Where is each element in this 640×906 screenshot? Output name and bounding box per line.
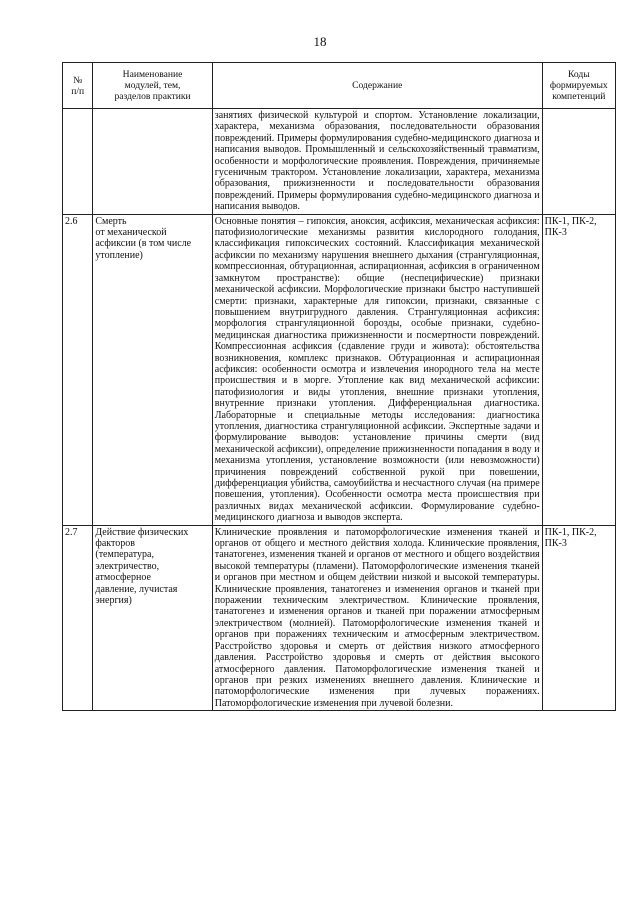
header-num-line: № bbox=[73, 74, 83, 86]
row-module bbox=[93, 109, 212, 215]
row-content: занятиях физической культурой и спортом. Установление локализации, характера, механизма образования, последовательности образования повреждений. Примеры формулирования судебно-медицинского диагноза и написания выводов. Промышленный и сельскохозяйственный травматизм, особенности и морфологические проявления. Повреждения, причиняемые гусеничным трактором. Установление локализации, характера, механизма образования, прижизненности и последовательности образования повреждений. Примеры формулирования судебно-медицинского диагноза и написания выводов. bbox=[212, 109, 542, 215]
table-row bbox=[63, 214, 616, 525]
header-codes-line: Коды bbox=[567, 69, 590, 80]
header-codes-line: компетенций bbox=[552, 91, 606, 102]
row-module-line: от механической bbox=[95, 227, 167, 239]
page-number: 18 bbox=[313, 34, 327, 49]
header-num-line: п/п bbox=[71, 85, 85, 97]
row-number: 2.7 bbox=[63, 525, 93, 711]
header-module-line: модулей, тем, bbox=[124, 80, 181, 91]
curriculum-table bbox=[62, 62, 616, 711]
row-codes: ПК-1, ПК-2, ПК-3 bbox=[542, 525, 615, 711]
table-header-row bbox=[63, 63, 616, 109]
row-module-line: утопление) bbox=[95, 249, 143, 261]
row-module-line: факторов bbox=[95, 538, 135, 550]
row-number: 2.6 bbox=[63, 214, 93, 525]
row-module-line: энергия) bbox=[95, 595, 132, 607]
header-module-line: Наименование bbox=[122, 69, 183, 80]
row-module-line: Смерть bbox=[95, 215, 127, 227]
table-row bbox=[63, 109, 616, 215]
header-content-label: Содержание bbox=[352, 80, 403, 91]
row-module-line: давление, лучистая bbox=[95, 583, 178, 595]
row-module-line: (температура, bbox=[95, 549, 154, 561]
row-module-line: Действие физических bbox=[95, 526, 189, 538]
row-content: Основные понятия – гипоксия, аноксия, асфиксия, механическая асфиксия: патофизиологические механизмы развития кислородного голодания, классификация гипоксических состояний. Классификация механической асфиксии по механизму нарушения внешнего дыхания (странгуляционная, компрессионная, обтурационная, аспирационная, асфиксия в ограниченном замкнутом пространстве): общие (неспецифические) признаки механической асфиксии. Морфологические признаки быстро наступившей смерти: признаки, характерные для гипоксии, признаки, связанные с повышением внутригрудного давления. Странгуляционная асфиксия: морфология странгуляционной борозды, особые признаки, судебно-медицинская диагностика прижизненности и посмертности повреждений. Компрессионная асфиксия (сдавление груди и живота): обстоятельства возникновения, комплекс признаков. Обтурационная и аспирационная асфиксия: особенности осмотра и извлечения инородного тела на месте происшествия и в морге. Утопление как вид механической асфиксии: патофизиология и виды утопления, внешние признаки утопления, внутренние признаки утопления. Дифференциальная диагностика. Лабораторные и специальные методы исследования: диагностика утопления, диагностика странгуляционной асфиксии. Экспертные задачи и формулирование выводов: установление причины смерти (вид механической асфиксии), определение прижизненности попадания в воду и механизма утопления, установление возможности (или невозможности) причинения повреждений собственной рукой при повешении, дифференциация убийства, самоубийства и несчастного случая (на примере повешения, утопления). Особенности осмотра места происшествия при различных видах механической асфиксии. Формулирование судебно-медицинского диагноза и выводов эксперта. bbox=[212, 214, 542, 525]
table-row bbox=[63, 525, 616, 711]
row-codes bbox=[542, 109, 615, 215]
header-content bbox=[212, 63, 542, 109]
row-content: Клинические проявления и патоморфологические изменения тканей и органов от общего и местного действия холода. Клинические проявления, танатогенез, изменения тканей и органов от местного и общего воздействия высокой температуры (пламени). Патоморфологические изменения тканей и органов при местном и общем действии низкой и высокой температуры. Клинические проявления, танатогенез и изменения органов и тканей при поражении техническим электричеством. Клинические проявления, танатогенез и изменения органов и тканей при поражении атмосферным электричеством (молнией). Патоморфологические изменения тканей и органов при поражениях техническим и атмосферным электричеством. Расстройство здоровья и смерть от действия низкого атмосферного давления. Расстройство здоровья и смерть от действия высокого атмосферного давления. Патоморфологические изменения тканей и органов при резких изменениях внешнего давления. Клинические и патоморфологические изменения при лучевых поражениях. Патоморфологические изменения при лучевой болезни. bbox=[212, 525, 542, 711]
header-codes bbox=[542, 63, 615, 109]
row-codes: ПК-1, ПК-2, ПК-3 bbox=[542, 214, 615, 525]
header-module-line: разделов практики bbox=[114, 91, 191, 102]
row-module-line: электричество, bbox=[95, 560, 160, 572]
header-module bbox=[93, 63, 212, 109]
row-module-line: атмосферное bbox=[95, 572, 151, 584]
header-num bbox=[63, 63, 93, 109]
header-codes-line: формируемых bbox=[549, 80, 608, 91]
row-module-line: асфиксии (в том числе bbox=[95, 238, 192, 250]
row-module bbox=[93, 214, 212, 525]
row-module bbox=[93, 525, 212, 711]
row-number bbox=[63, 109, 93, 215]
